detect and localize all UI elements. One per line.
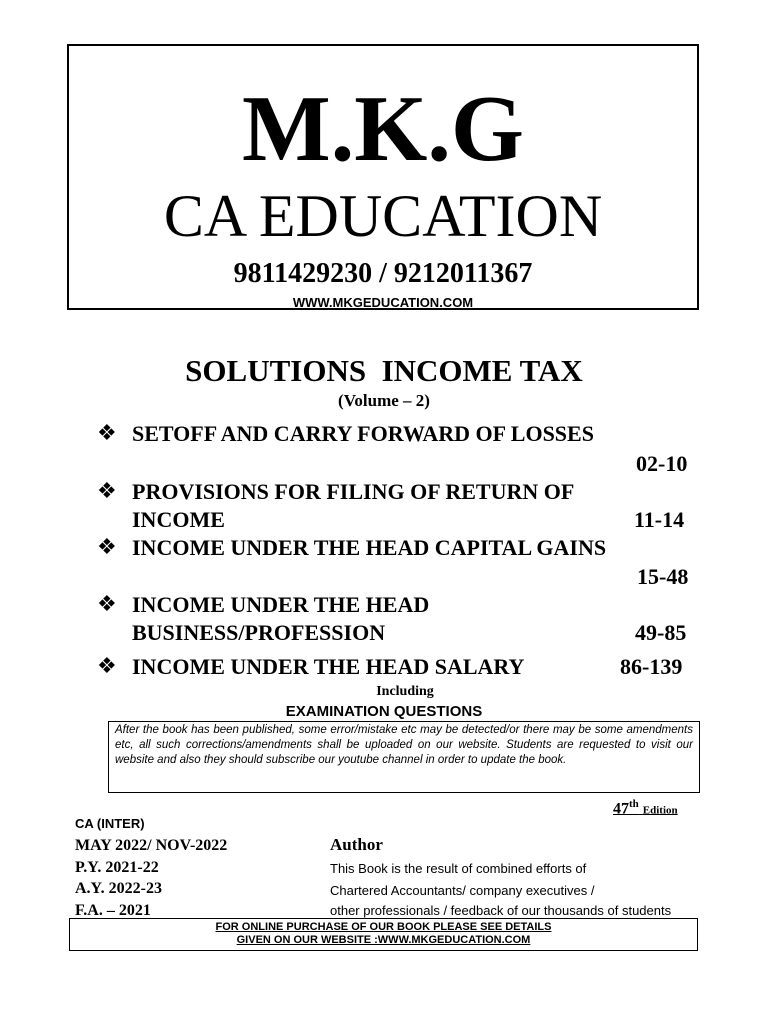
topic-1-line1: SETOFF AND CARRY FORWARD OF LOSSES: [132, 421, 594, 446]
topic-3-pages: 15-48: [637, 564, 689, 589]
info-assessment-year: A.Y. 2022-23: [75, 880, 162, 897]
info-finance-act: F.A. – 2021: [75, 902, 151, 919]
edition-label: [613, 798, 678, 818]
disclaimer-note: After the book has been published, some error/mistake etc may be detected/or there may be some amendments etc, all such corrections/amendments shall be uploaded on our website. Students are requested to visit our website and also they should subscribe our youtube channel in order to update the book.: [108, 721, 700, 793]
exam-questions-label: EXAMINATION QUESTIONS: [285, 703, 483, 720]
purchase-line-2[interactable]: GIVEN ON OUR WEBSITE :WWW.MKGEDUCATION.COM: [236, 934, 531, 946]
topic-5-line1: INCOME UNDER THE HEAD SALARY: [132, 654, 525, 679]
topic-4-pages: 49-85: [635, 620, 687, 645]
topic-4-line2: BUSINESS/PROFESSION: [132, 620, 386, 645]
header-box: [67, 44, 699, 310]
author-line-2: Chartered Accountants/ company executives /: [330, 883, 595, 898]
author-line-3: other professionals / feedback of our thousands of students: [330, 903, 672, 918]
topic-2-line1: PROVISIONS FOR FILING OF RETURN OF: [132, 479, 575, 504]
brand-subtitle: CA EDUCATION: [163, 183, 603, 249]
website-link[interactable]: WWW.MKGEDUCATION.COM: [292, 295, 474, 310]
purchase-line-1: FOR ONLINE PURCHASE OF OUR BOOK PLEASE SEE DETAILS: [215, 921, 552, 933]
edition-text: Edition: [642, 804, 678, 817]
bullet-icon: ❖: [97, 479, 117, 504]
phone-numbers: 9811429230 / 9212011367: [233, 258, 533, 289]
info-previous-year: P.Y. 2021-22: [75, 859, 159, 876]
topic-3-line1: INCOME UNDER THE HEAD CAPITAL GAINS: [132, 535, 607, 560]
brand-title: M.K.G: [242, 77, 524, 181]
course-label: CA (INTER): [75, 816, 145, 831]
book-title: SOLUTIONS INCOME TAX: [185, 353, 583, 388]
author-line-1: This Book is the result of combined efforts of: [330, 861, 587, 876]
bullet-icon: ❖: [97, 592, 117, 617]
edition-number: 47: [613, 800, 629, 818]
bullet-icon: ❖: [97, 421, 117, 446]
bullet-icon: ❖: [97, 654, 117, 679]
author-heading: Author: [330, 835, 383, 854]
volume-label: (Volume – 2): [338, 391, 430, 410]
info-attempts: MAY 2022/ NOV-2022: [75, 837, 228, 854]
purchase-info-box: [69, 918, 698, 951]
topic-2-line2: INCOME: [132, 507, 225, 532]
edition-suffix: th: [629, 798, 639, 810]
bullet-icon: ❖: [97, 535, 117, 560]
topic-5-pages: 86-139: [620, 654, 683, 679]
topic-2-pages: 11-14: [634, 507, 685, 532]
topic-1-pages: 02-10: [636, 451, 688, 476]
topic-4-line1: INCOME UNDER THE HEAD: [132, 592, 430, 617]
including-label: Including: [376, 684, 434, 699]
